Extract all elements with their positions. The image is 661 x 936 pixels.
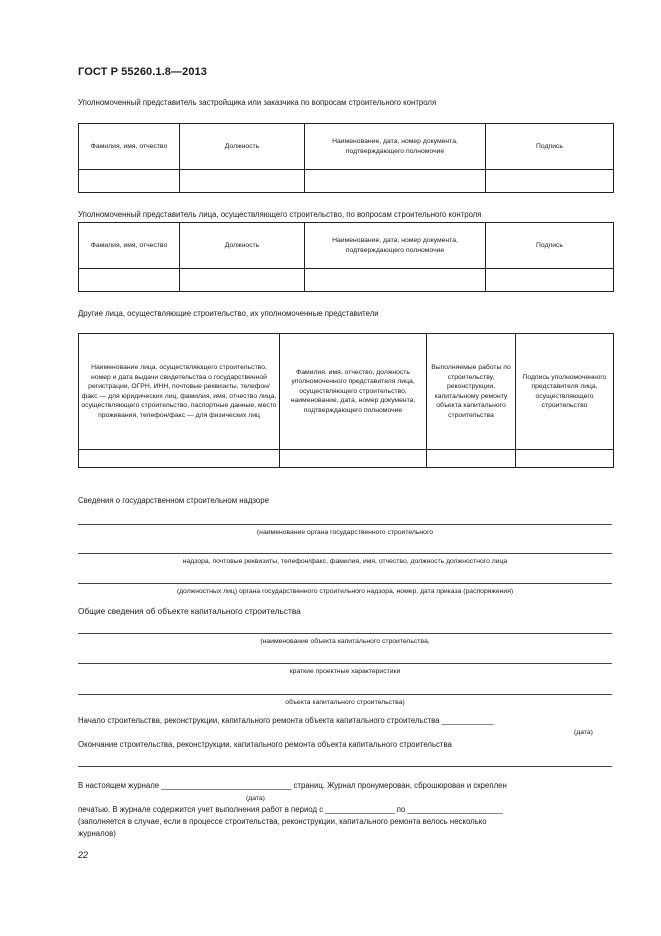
cell-empty[interactable] [79, 450, 280, 468]
object-hint-3: объекта капитального строительства) [285, 699, 405, 706]
nadzor-heading: Сведения о государственном строительном надзоре [78, 496, 269, 505]
nadzor-line-1[interactable] [78, 524, 612, 525]
object-heading: Общие сведения об объекте капитального строительства [78, 606, 301, 616]
start-date-line[interactable]: Начало строительства, реконструкции, капитального ремонта объекта капитального строительства ____________ [78, 716, 494, 725]
nadzor-line-3[interactable] [78, 583, 612, 584]
cell-empty[interactable] [516, 450, 614, 468]
section2-caption: Уполномоченный представитель лица, осуществляющего строительство, по вопросам строительного контроля [78, 210, 482, 219]
end-date-label: Окончание строительства, реконструкции, капитального ремонта объекта капитального строительства [78, 740, 452, 749]
col-signature: Подпись [486, 124, 614, 170]
standard-header: ГОСТ Р 55260.1.8—2013 [78, 66, 207, 78]
journal-line-1[interactable]: В настоящем журнале ______________________________ страниц. Журнал пронумерован, сброшюрован и скреплен [78, 781, 507, 790]
journal-date-hint: (дата) [246, 795, 265, 802]
cell-empty[interactable] [486, 170, 614, 193]
section3-caption: Другие лица, осуществляющие строительство, их уполномоченные представители [78, 309, 379, 318]
object-line-1[interactable] [78, 633, 612, 634]
section2-table [78, 222, 614, 292]
section1-table [78, 123, 614, 193]
object-line-2[interactable] [78, 663, 612, 664]
cell-empty[interactable] [305, 170, 486, 193]
nadzor-line-2[interactable] [78, 553, 612, 554]
journal-line-3: (заполняется в случае, если в процессе строительства, реконструкции, капитального ремонта велось несколько [78, 817, 487, 826]
cell-empty[interactable] [180, 170, 305, 193]
cell-empty[interactable] [79, 269, 180, 292]
object-line-3[interactable] [78, 694, 612, 695]
cell-empty[interactable] [305, 269, 486, 292]
cell-empty[interactable] [180, 269, 305, 292]
start-date-hint: (дата) [574, 729, 593, 736]
end-date-line[interactable] [78, 766, 612, 767]
section1-caption: Уполномоченный представитель застройщика или заказчика по вопросам строительного контроля [78, 98, 437, 107]
col-fio: Фамилия, имя, отчество [79, 223, 180, 269]
section3-table [78, 333, 614, 468]
journal-line-2[interactable]: печатью. В журнале содержится учет выполнения работ в период с ________________ по ______________________ [78, 805, 503, 814]
nadzor-hint-1: (наименование органа государственного строительного [256, 529, 434, 536]
col-document: Наименование, дата, номер документа, подтверждающего полномочие [305, 223, 486, 269]
cell-empty[interactable] [79, 170, 180, 193]
page-number: 22 [78, 850, 89, 860]
cell-empty[interactable] [486, 269, 614, 292]
object-hint-2: краткие проектные характеристики [289, 668, 401, 675]
col-signature: Подпись уполномоченного представителя лица, осуществляющего строительство [516, 334, 614, 450]
nadzor-hint-3: (должностных лиц) органа государственного строительного надзора, номер, дата приказа (распоряжения) [176, 588, 514, 595]
cell-empty[interactable] [280, 450, 427, 468]
nadzor-hint-2: надзора, почтовые реквизиты, телефон/факс, фамилия, имя, отчество, должность должностного лица [182, 558, 508, 565]
col-works: Выполняемые работы по строительству, реконструкции, капитальному ремонту объекта капитального строительства [427, 334, 516, 450]
journal-line-4: журналов) [78, 829, 116, 838]
col-representative: Фамилия, имя, отчество, должность уполномоченного представителя лица, осуществляющего строительство, наименование, дата, номер документа, подтверждающего полномочие [280, 334, 427, 450]
col-signature: Подпись [486, 223, 614, 269]
col-fio: Фамилия, имя, отчество [79, 124, 180, 170]
cell-empty[interactable] [427, 450, 516, 468]
col-position: Должность [180, 124, 305, 170]
col-position: Должность [180, 223, 305, 269]
object-hint-1: (наименование объекта капитального строительства, [260, 638, 430, 645]
col-organization: Наименование лица, осуществляющего строительство, номер и дата выдачи свидетельства о государственной регистрации, ОГРН, ИНН, почтовые реквизиты, телефон/факс — для юридических лиц, фамилия, имя, отчество лица, осуществляющего строительство, паспортные данные, место проживания, телефон/факс — для физических лиц [79, 334, 280, 450]
col-document: Наименование, дата, номер документа, подтверждающего полномочие [305, 124, 486, 170]
